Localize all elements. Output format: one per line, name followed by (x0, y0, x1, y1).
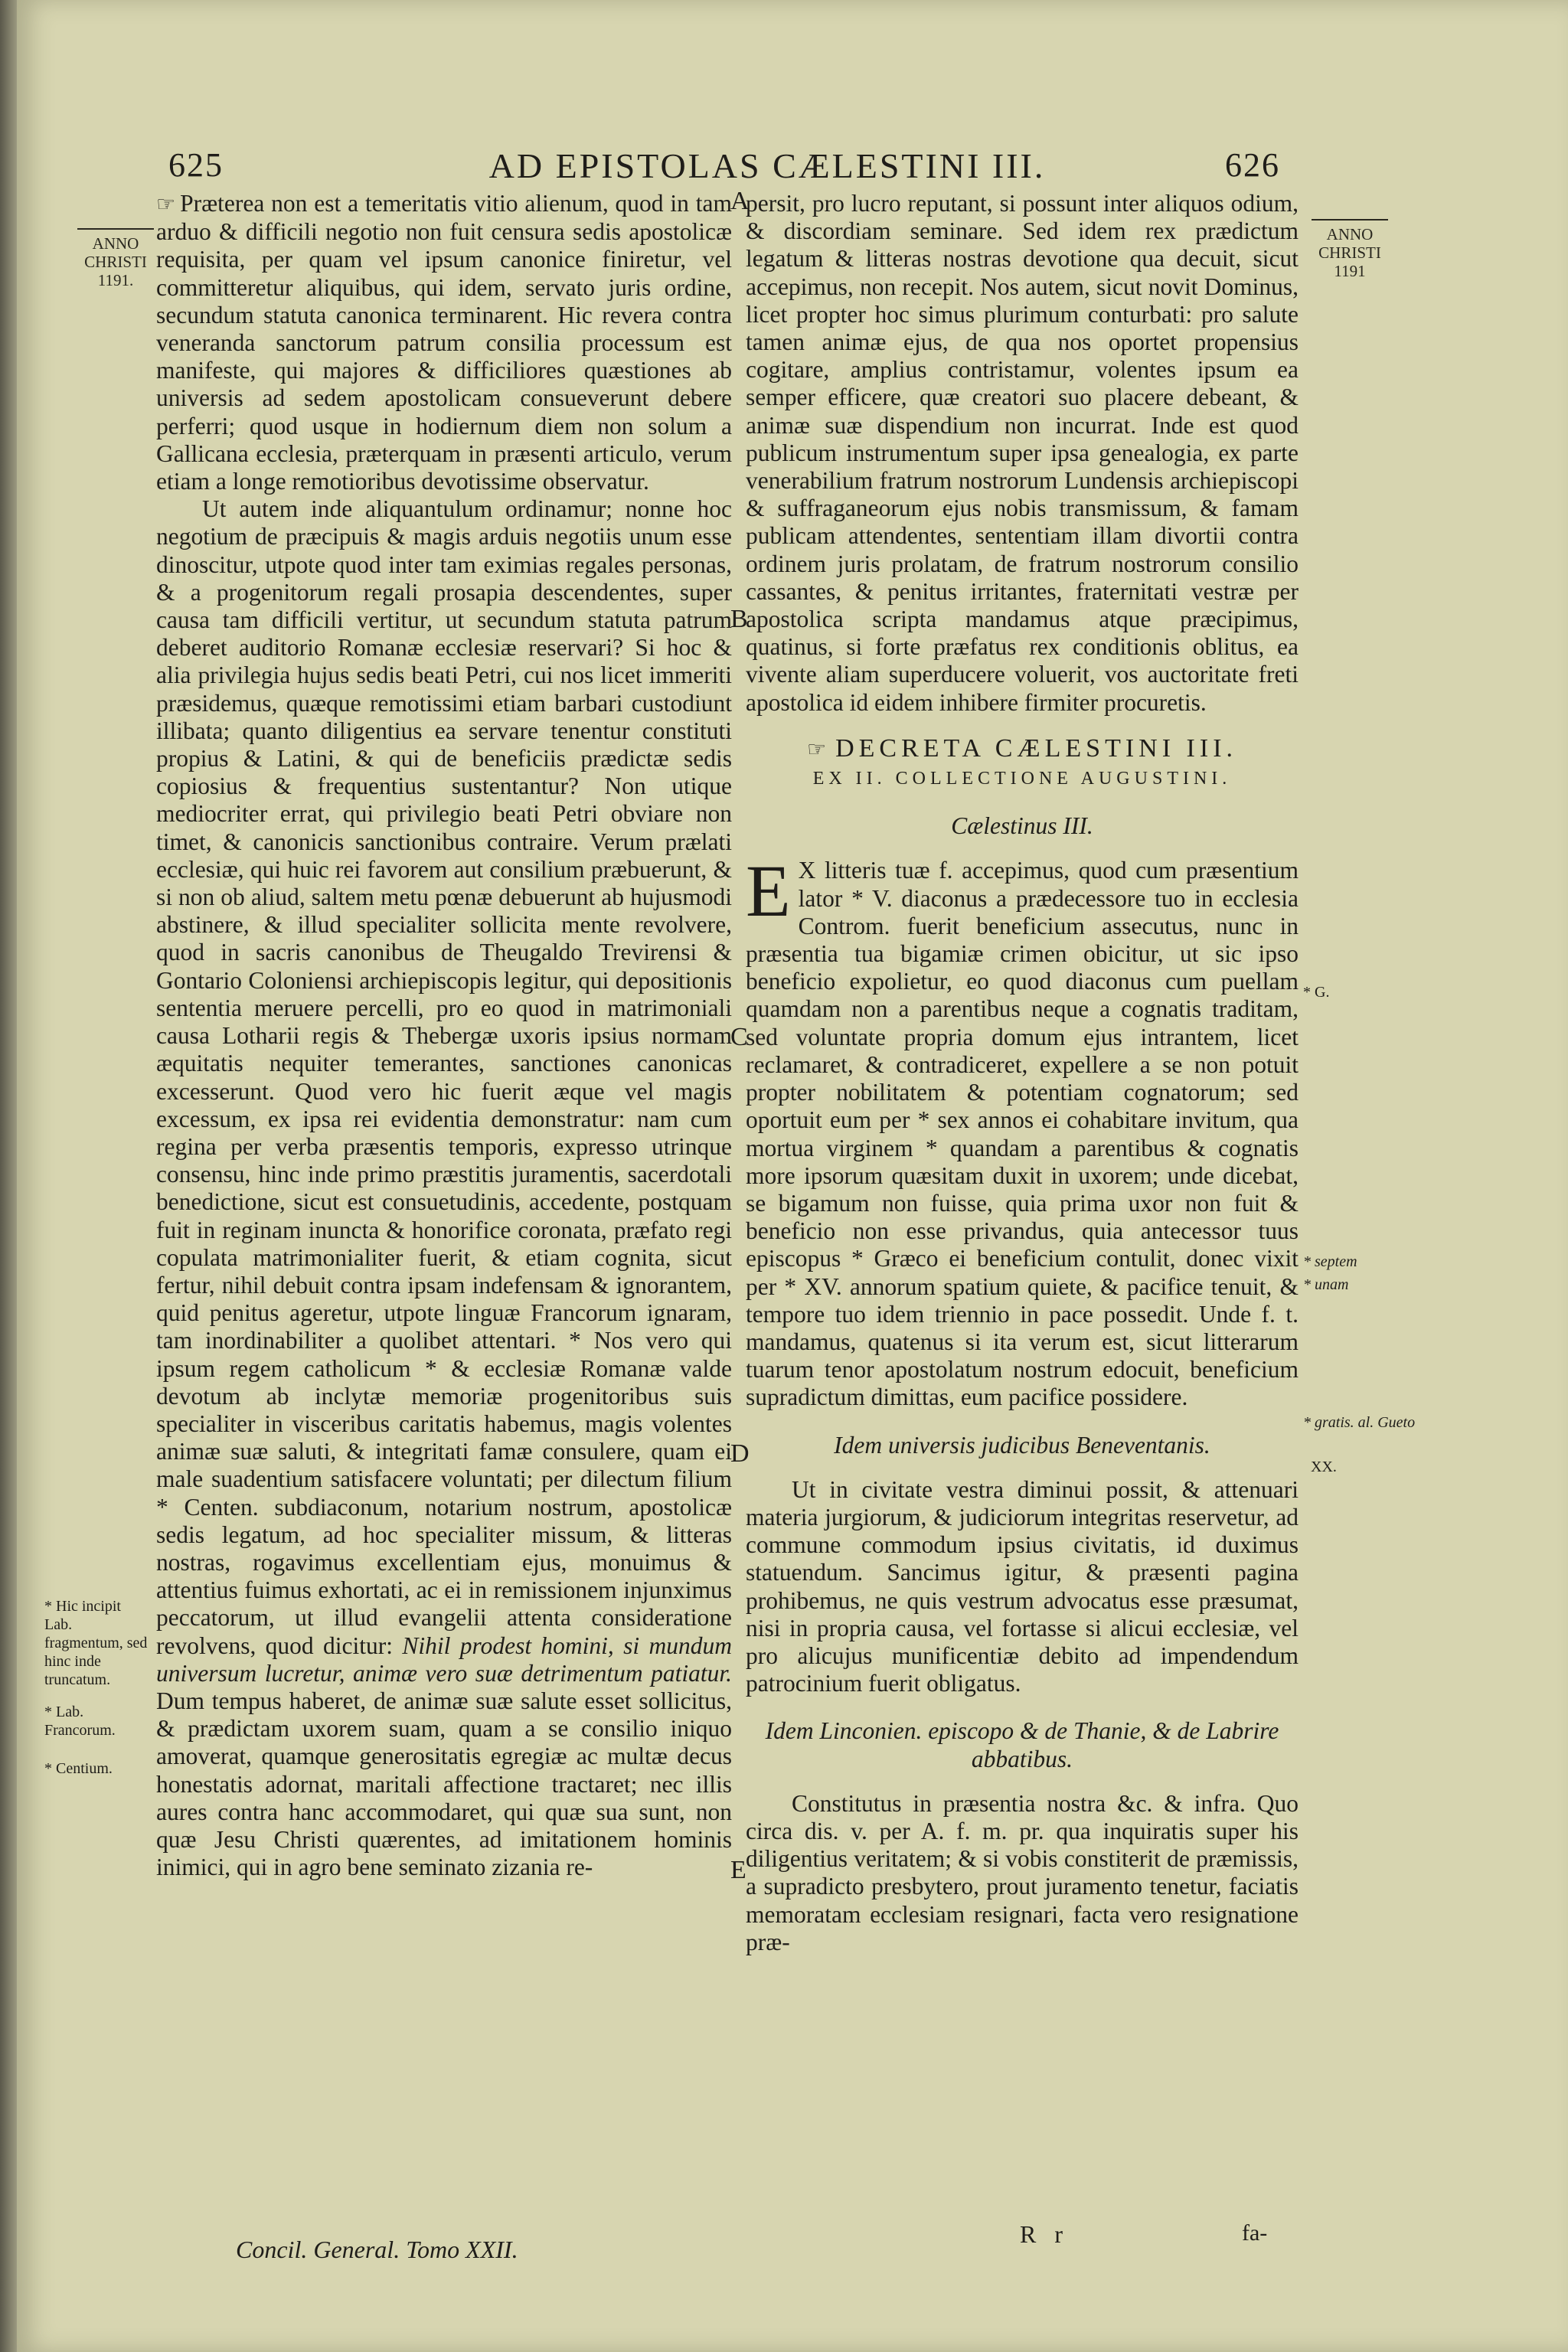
running-head (17, 145, 1568, 191)
margin-note-centium: * Centium. (44, 1760, 113, 1777)
quotation-start: Nihil (402, 1632, 451, 1659)
pointing-hand-icon: ☞ (156, 191, 176, 217)
paragraph: Constitutus in præsentia nostra &c. & infra. Quo circa dis. v. per A. f. m. pr. qua inquiratis super his diligentius veritatem; & si vobis constiterit de præmissis, a supradicto presbytero, prout juramento tenetur, faciatis memoratam ecclesiam resignari, facta vero resignatione præ- (746, 1789, 1298, 1955)
drop-cap: E (746, 850, 791, 933)
left-column (156, 190, 732, 1881)
section-letter-a: A (730, 187, 750, 215)
anno-christi-left: ANNO CHRISTI 1191. (74, 228, 158, 289)
section-letter-c: C (730, 1023, 748, 1051)
pointing-hand-icon: ☞ (806, 736, 831, 762)
page-number-left: 625 (168, 146, 224, 184)
paragraph: Ut autem inde aliquantulum ordinamur; nonne hoc negotium de præcipuis & magis arduis negotiis unum esse dinoscitur, utpote quod inter tam eximias regales personas, & a progenitorum regali prosapia descendentes, super causa tam difficili vertitur, ut secundum statuta patrum deberet auditorio Romanæ ecclesiæ reservari? Si hoc & alia privilegia hujus sedis beati Petri, cui nos licet immeriti præsidemus, quæque remotissimi etiam barbari custodiunt illibata; quanto diligentius ea servare tenentur constituti propius & Latini, & qui de beneficiis prædictæ sedis copiosius & frequentius sustentantur? Non utique mediocriter errat, qui privilegio beati Petri obviare non timet, & canonicis sanctionibus contraire. Verum prælati ecclesiæ, qui huic rei favorem aut consilium præbuerunt, & si non ob aliud, saltem metu pœnæ debuerunt ab hujusmodi abstinere, & illud specialiter sollicita mente revolvere, quod in sacris canonibus de Theugaldo Trevirensi & Gontario Coloniensi archiepiscopis legitur, qui depositionis sententia meruere percelli, pro eo quod in matrimoniali causa Lotharii regis & Thebergæ uxoris ipsius normam æquitatis nequiter temerantes, sanctiones canonicas excesserunt. Quod vero hic fuerit æque vel magis excessum, ex ipsa rei evidentia demonstratur: nam cum regina per verba præsentis temporis, expresso utrinque consensu, hinc inde primo præstitis juramentis, sacerdotali benedictione, sicut est consuetudinis, accedente, postquam fuit in reginam inuncta & honorifice coronata, præfato regi copulata matrimonialiter fuerit, & etiam cognita, sicut fertur, nihil debuit contra ipsam indefensam & ignorantem, quid penitus ageretur, utpote linguæ Francorum ignaram, tam inordinabiliter a quolibet attentari. * Nos vero qui ipsum regem catholicum * & ecclesiæ Romanæ valde devotum ab inclytæ memoriæ progenitoribus suis specialiter in visceribus caritatis habemus, magis volentes animæ suæ saluti, & integritati famæ consulere, quam ei male suadentium satisfacere voluntati; per dilectum filium * Centen. subdiaconum, notarium nostrum, apostolicæ sedis legatum, ad hoc specialiter missum, & litteras nostras, rogavimus excellentiam ejus, monuimus & attentius fuimus exhortati, ac ei in remissionem injunximus peccatorum, ut illud evangelii attenta consideratione revolvens, quod dicitur: Nihil prodest homini, si mundum universum lucretur, animæ vero suæ detrimentum patiatur. Dum tempus haberet, de animæ suæ salute esset sollicitus, & prædictam uxorem suam, quam a se consilio iniquo amoverat, quamque generositatis egregiæ ac multæ decus honestatis adornat, maritali affectione tractaret; nec illis aures contra hanc accommodaret, qui quæ sua sunt, non quæ Jesu Christi quærentes, ad imitationem hominis inimici, qui in agro bene seminato zizania re- (156, 495, 733, 1881)
section-letter-e: E (730, 1856, 746, 1884)
margin-rule (1312, 219, 1388, 220)
page-number-right: 626 (1225, 146, 1280, 184)
decree-heading: Idem Linconien. episcopo & de Thanie, & de Labrire abbatibus. (765, 1717, 1279, 1772)
section-letter-d: D (730, 1439, 750, 1468)
margin-note-hic: * Hic incipit Lab. fragmentum, sed hinc inde truncatum. (44, 1598, 148, 1688)
gutter-strip (0, 0, 17, 2352)
volume-line: Concil. General. Tomo XXII. (236, 2236, 518, 2263)
margin-rule (77, 228, 154, 230)
section-heading: ☞ DECRETA CÆLESTINI III. (806, 733, 1238, 763)
anno-christi-right: ANNO CHRISTI 1191 (1308, 219, 1392, 280)
quotation: prodest homini, si mundum universum lucretur, animæ vero suæ detrimentum patiatur. (156, 1632, 733, 1687)
section-letter-b: B (730, 605, 748, 633)
page-title: AD EPISTOLAS CÆLESTINI III. (488, 146, 1046, 185)
catchword: fa- (1242, 2220, 1268, 2246)
margin-note-unam: * unam (1303, 1276, 1349, 1293)
margin-note-lab: * Lab. Francorum. (44, 1704, 116, 1739)
signature-mark: R r (1020, 2220, 1069, 2248)
paragraph: E X litteris tuæ f. accepimus, quod cum præsentium lator * V. diaconus a prædecessore tuo in ecclesia Controm. fuerit beneficium assecutus, nunc in præsentia tua bigamiæ crimen obicitur, ut sic ipso beneficio expolietur, eo quod diaconus cum puellam quamdam non a parentibus neque a cognatis traditam, sed voluntate propria domum ejus intrantem, licet reclamaret, & contradiceret, expellere a se non potuit propter nobilitatem & potentiam cognatorum; sed oportuit eum per * sex annos ei cohabitare invitum, qua mortua virginem * quandam a parentibus & cognatis more ipsorum quæsitam duxit in uxorem; unde dicebat, se bigamum non fuisse, quia prima uxor non fuit & beneficio non esse privandus, quia antecessor tuus episcopus * Græco ei beneficium contulit, donec vixit per * XV. annorum spatium quiete, & pacifice tenuit, & tempore tuo idem triennio in pace possedit. Unde f. t. mandamus, quatenus si ita verum est, sicut litterarum tuarum tenor apostolatum nostrum edocuit, beneficium supradictum dimittas, eum pacifice possidere. (746, 850, 1298, 1411)
decree-heading: Idem universis judicibus Beneventanis. (834, 1431, 1210, 1459)
paragraph: persit, pro lucro reputant, si possunt inter aliquos odium, & discordiam seminare. Sed idem rex prædictum legatum & litteras nostras devotione qua decuit, sicut accepimus, non recepit. Nos autem, sicut novit Dominus, licet propter hoc simus plurimum conturbati: pro salute tamen animæ ejus, de qua nos oportet propensius cogitare, amplius contristamur, volentes ipsum ea semper efficere, quæ creatori suo placere debeant, & animæ suæ dispendium non incurrat. Inde est quod publicum instrumentum super ipsa genealogia, ex parte venerabilium fratrum nostrorum Lundensis archiepiscopi & suffraganeorum ejus nobis transmissum, & famam publicam attendentes, sententiam illam divortii contra ordinem juris prolatam, de fratrum nostrorum consilio cassantes, & penitus irritantes, fraternitati vestræ per apostolica scripta mandamus atque præcipimus, quatinus, si forte præfatus rex conditionis oblitus, ea vivente aliam superducere voluerit, vos auctoritate freti apostolica id eidem inhibere firmiter procuretis. (746, 190, 1298, 716)
margin-note-xx: XX. (1311, 1459, 1337, 1475)
margin-note-g: * G. (1303, 984, 1330, 1001)
right-column (746, 190, 1298, 1956)
section-subheading: EX II. COLLECTIONE AUGUSTINI. (812, 769, 1232, 789)
book-page (17, 0, 1568, 2352)
margin-note-septem: * septem (1303, 1253, 1357, 1270)
margin-note-gratis: * gratis. al. Gueto (1303, 1414, 1416, 1431)
author-line: Cælestinus III. (951, 812, 1093, 840)
paragraph: ☞ Præterea non est a temeritatis vitio alienum, quod in tam arduo & difficili negotio non fuit censura sedis apostolicæ requisita, per quam vel ipsum canonice finiretur, vel committeretur aliquibus, qui idem, servato juris ordine, secundum statuta canonica terminarent. Hic revera contra veneranda sanctorum patrum consilia processum est manifeste, qui majores & difficiliores quæstiones ab universis ad sedem apostolicam consueverunt debere perferri; quod usque in hodiernum diem non solum a Gallicana ecclesia, præterquam in præsenti articulo, verum etiam a longe remotioribus devotissime observatur. (156, 190, 732, 495)
paragraph: Ut in civitate vestra diminui possit, & attenuari materia jurgiorum, & judiciorum integritas reservetur, ad commune commodum ipsius civitatis, id duximus statuendum. Sancimus igitur, & præsenti pagina prohibemus, ne quis vestrum advocatus esse præsumat, nisi in propria causa, vel fortasse si alicui ecclesiæ, vel pro alicujus munificentiæ debito ad impendendum patrocinium fuerit obligatus. (746, 1475, 1298, 1697)
